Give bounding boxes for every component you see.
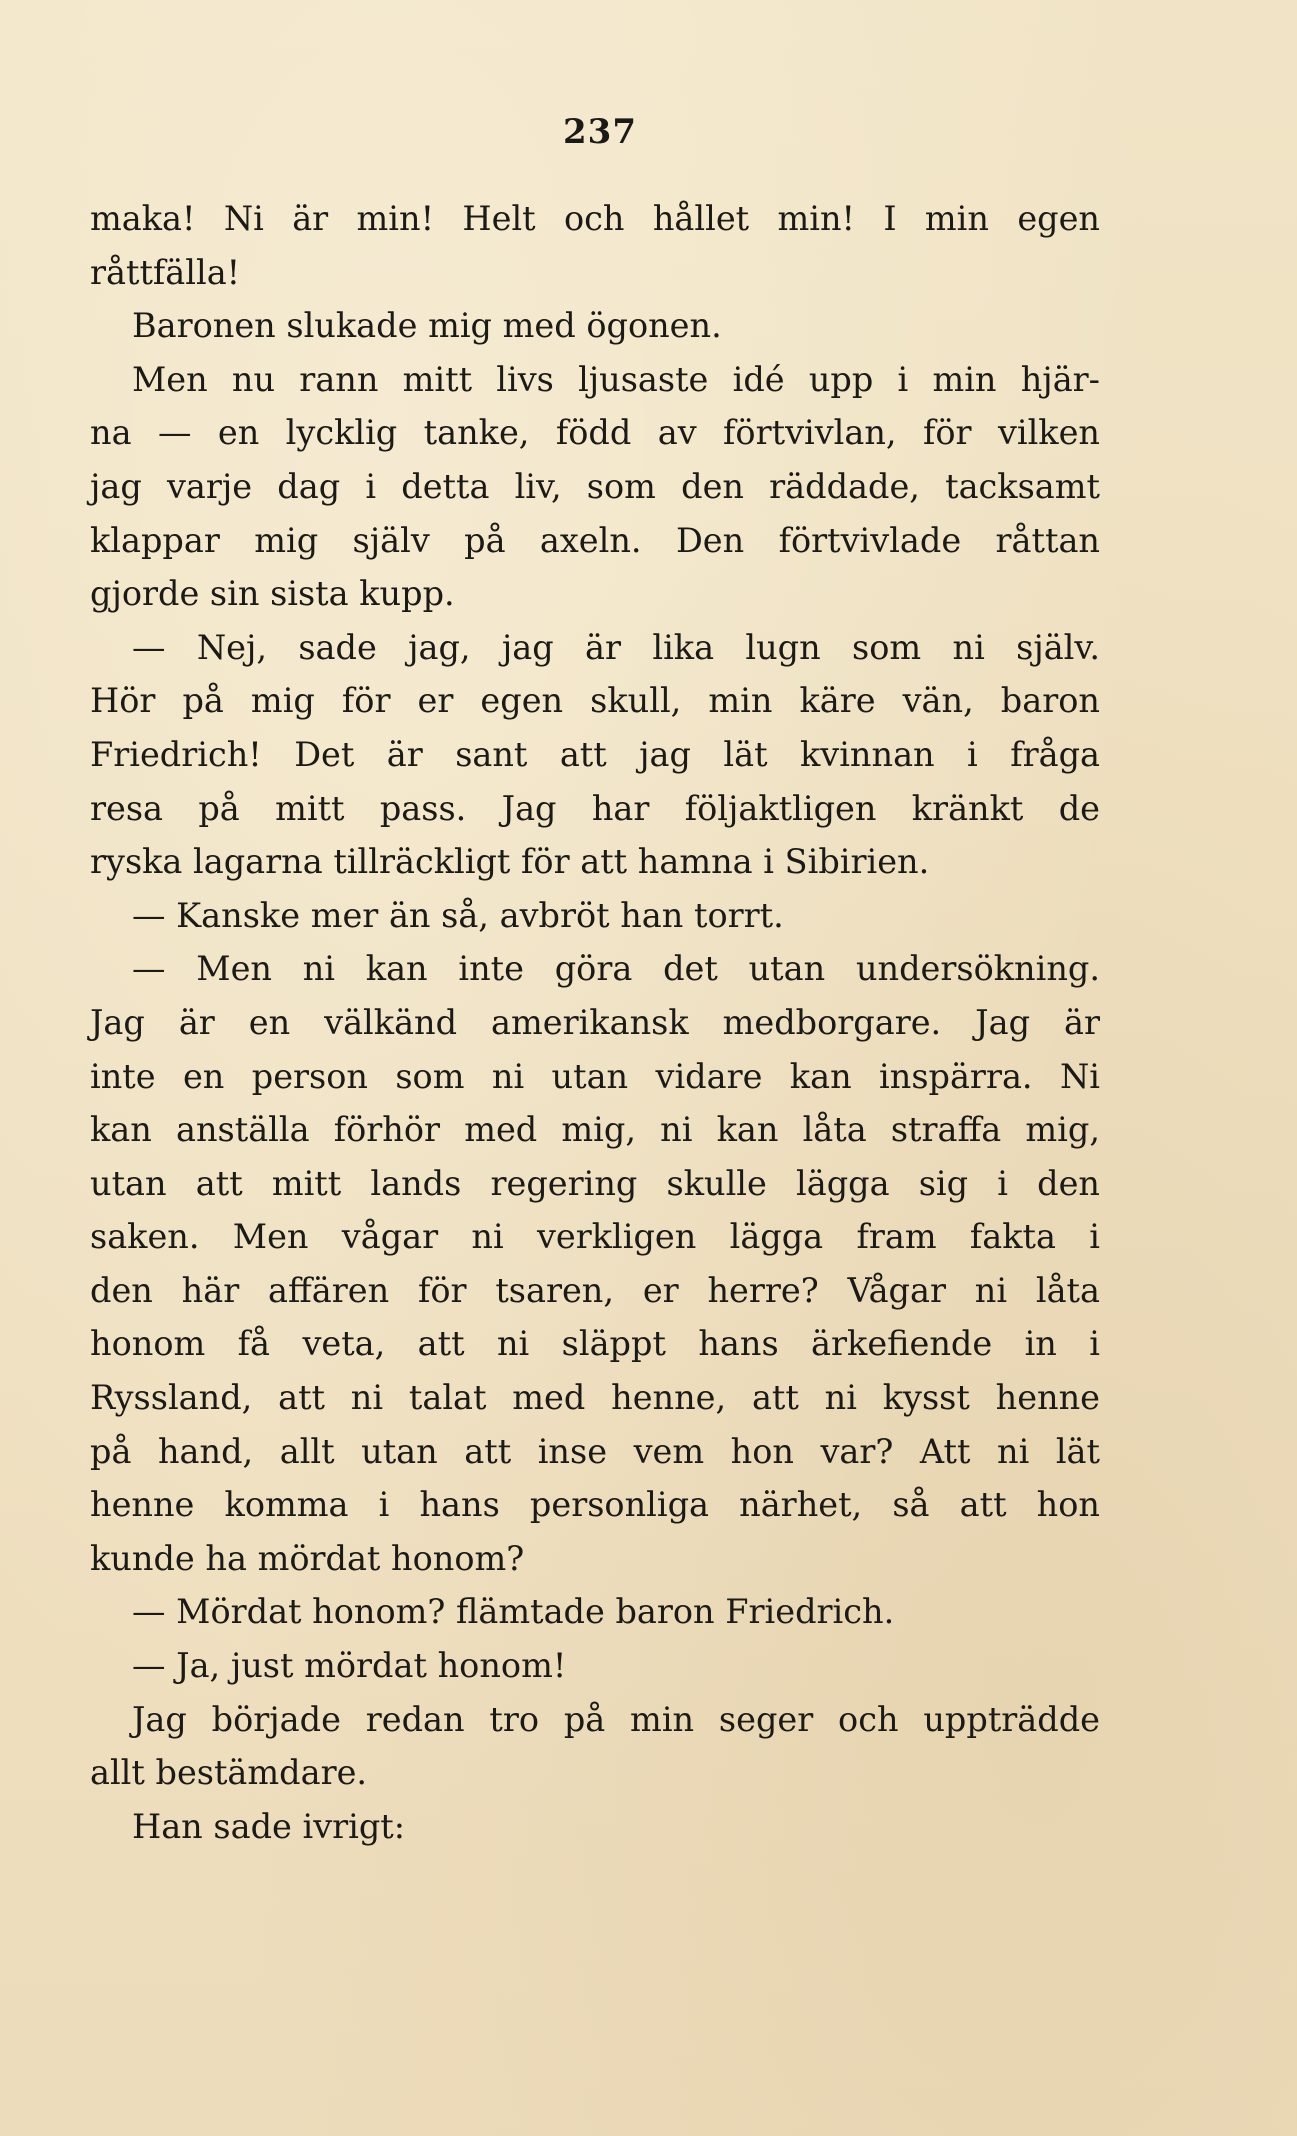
text-line: — Mördat honom? flämtade baron Friedrich. <box>132 1592 895 1632</box>
text-line: — Kanske mer än så, avbröt han torrt. <box>132 895 784 935</box>
text-line: gjorde sin sista kupp. <box>90 574 455 614</box>
text-line: Han sade ivrigt: <box>132 1806 406 1846</box>
text-line: kan anställa förhör med mig, ni kan låta straffa mig, <box>90 1110 1100 1150</box>
text-line: klappar mig själv på axeln. Den förtvivlade råttan <box>90 520 1100 560</box>
text-line: henne komma i hans personliga närhet, så att hon <box>90 1485 1100 1525</box>
text-line: — Ja, just mördat honom! <box>132 1646 567 1686</box>
text-line: på hand, allt utan att inse vem hon var? Att ni lät <box>90 1431 1100 1471</box>
text-line: ryska lagarna tillräckligt för att hamna i Sibirien. <box>90 842 930 882</box>
text-line: Jag är en välkänd amerikansk medborgare. Jag är <box>90 1002 1100 1042</box>
text-line: — Men ni kan inte göra det utan undersökning. <box>132 949 1100 989</box>
text-line: maka! Ni är min! Helt och hållet min! I min egen <box>90 199 1100 238</box>
text-line: Ryssland, att ni talat med henne, att ni kysst henne <box>90 1378 1100 1418</box>
text-line: saken. Men vågar ni verkligen lägga fram fakta i <box>90 1217 1100 1257</box>
text-line: Hör på mig för er egen skull, min käre vän, baron <box>90 681 1100 721</box>
text-line: Men nu rann mitt livs ljusaste idé upp i min hjär- <box>132 359 1100 399</box>
text-line: allt bestämdare. <box>90 1753 368 1793</box>
text-line: utan att mitt lands regering skulle lägga sig i den <box>90 1163 1100 1203</box>
text-line: kunde ha mördat honom? <box>90 1538 525 1578</box>
text-line: inte en person som ni utan vidare kan inspärra. Ni <box>90 1056 1100 1096</box>
page-number: 237 <box>563 112 637 152</box>
text-line: jag varje dag i detta liv, som den räddade, tacksamt <box>90 466 1100 506</box>
text-line: — Nej, sade jag, jag är lika lugn som ni själv. <box>132 627 1100 667</box>
text-line: resa på mitt pass. Jag har följaktligen kränkt de <box>90 788 1100 828</box>
text-line: Friedrich! Det är sant att jag lät kvinnan i fråga <box>90 734 1100 774</box>
body-text <box>90 192 1100 1853</box>
text-line: Baronen slukade mig med ögonen. <box>132 306 722 346</box>
text-line: den här affären för tsaren, er herre? Vågar ni låta <box>90 1270 1100 1310</box>
text-line: na — en lycklig tanke, född av förtvivlan, för vilken <box>90 413 1100 453</box>
text-line: råttfälla! <box>90 252 241 292</box>
text-line: honom få veta, att ni släppt hans ärkefiende in i <box>90 1324 1100 1364</box>
text-line: Jag började redan tro på min seger och uppträdde <box>132 1699 1100 1739</box>
